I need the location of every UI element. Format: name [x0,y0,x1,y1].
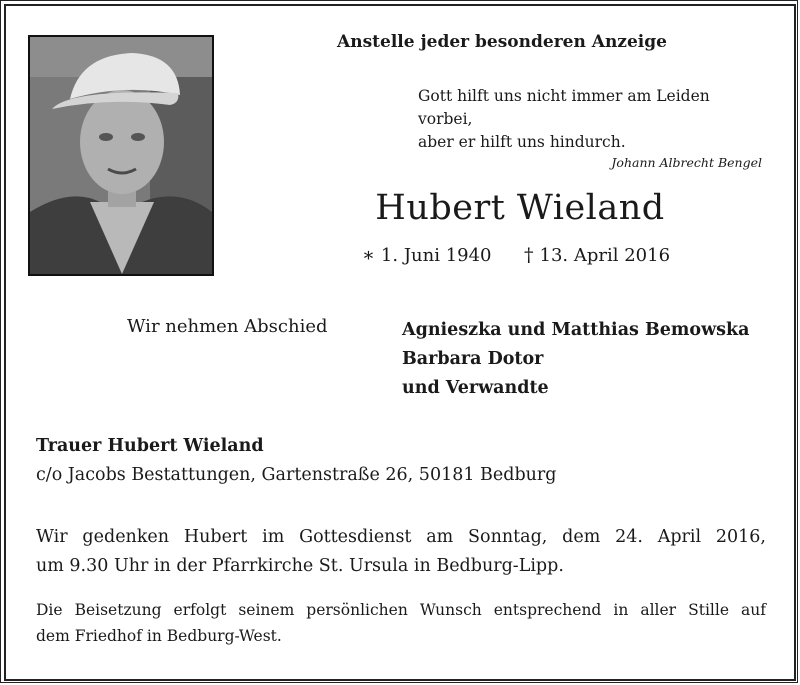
condolence-address [36,432,557,490]
quote-line-2: aber er hilft uns hindurch. [418,133,626,151]
birth-star-icon: ∗ [362,244,375,266]
mourner-line: Barbara Dotor [402,349,544,369]
burial-note [36,597,766,649]
mourner-line: Agnieszka und Matthias Bemowska [402,320,750,340]
death-date: 13. April 2016 [539,245,671,266]
bible-quote [360,85,762,172]
mourner-line: und Verwandte [402,378,549,398]
birth-date-group [362,244,492,266]
deceased-name: Hubert Wieland [375,188,665,228]
service-line-1: Wir gedenken Hubert im Gottesdienst am Sonntag, dem 24. April 2016, [36,527,766,547]
birth-date: 1. Juni 1940 [380,245,492,266]
quote-line-1: Gott hilft uns nicht immer am Leiden vorbei, [418,87,710,128]
mourners-list [402,316,749,403]
memorial-service [36,523,766,581]
farewell-text: Wir nehmen Abschied [127,316,328,337]
portrait-photo [28,35,214,276]
burial-line-2: dem Friedhof in Bedburg-West. [36,627,282,645]
portrait-illustration [30,37,212,274]
death-date-group [524,244,670,266]
service-line-2: um 9.30 Uhr in der Pfarrkirche St. Ursula in Bedburg-Lipp. [36,556,564,576]
condolence-title: Trauer Hubert Wieland [36,436,264,456]
quote-author: Johann Albrecht Bengel [611,155,762,170]
death-cross-icon: † [524,244,534,266]
headline: Anstelle jeder besonderen Anzeige [337,32,667,52]
condolence-street: c/o Jacobs Bestattungen, Gartenstraße 26, 50181 Bedburg [36,465,557,485]
burial-line-1: Die Beisetzung erfolgt seinem persönlichen Wunsch entsprechend in aller Stille auf [36,601,766,619]
